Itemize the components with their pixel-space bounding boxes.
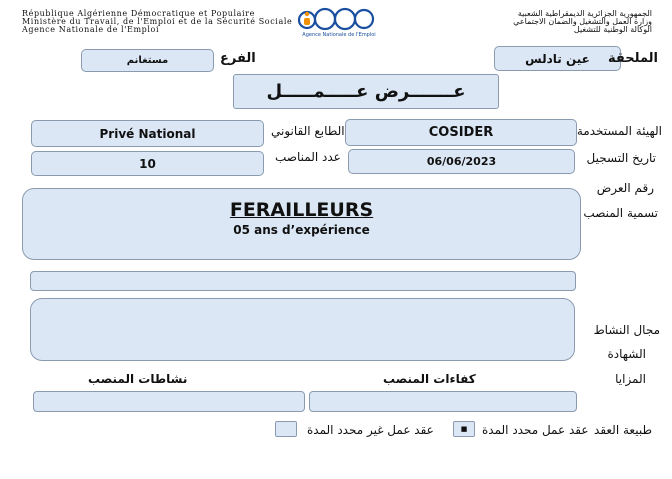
offer-number-label: رقم العرض	[596, 181, 654, 195]
header-ar-line-2: وزارة العمل والتشغيل والضمان الاجتماعي	[513, 17, 652, 26]
logo-caption: Agence Nationale de l'Emploi	[302, 32, 376, 38]
header-fr-line-2: Ministère du Travail, de l'Emploi et de la Sécurité Sociale	[22, 17, 293, 26]
registration-date-value: 06/06/2023	[426, 155, 497, 168]
contract-fixed-term-label: عقد عمل محدد المدة	[482, 423, 589, 437]
registration-date-label: تاريخ التسجيل	[586, 151, 656, 165]
legal-status-field[interactable]	[31, 120, 264, 147]
position-subtitle: 05 ans d’expérience	[233, 223, 370, 237]
checkbox-check-icon: ■	[460, 425, 468, 433]
benefits-label: المزايا	[615, 372, 646, 386]
positions-count-label: عدد المناصب	[275, 150, 341, 164]
offer-title-box	[233, 74, 499, 109]
employer-field[interactable]	[345, 119, 577, 146]
position-name-field[interactable]	[22, 188, 581, 260]
header-fr-line-1: République Algérienne Démocratique et Populaire	[22, 9, 255, 18]
agency-logo	[293, 6, 385, 40]
branch-field[interactable]	[81, 49, 214, 72]
offer-title: عـــــــرض عـــــمـــــل	[266, 81, 466, 102]
annex-label: الملحقة	[608, 51, 658, 66]
contract-indefinite-checkbox[interactable]	[275, 421, 297, 437]
position-extra-field[interactable]	[30, 271, 576, 291]
registration-date-field[interactable]	[348, 149, 575, 174]
header-ar-line-3: الوكالة الوطنية للتشغيل	[573, 25, 652, 34]
employer-value: COSIDER	[428, 125, 494, 140]
competencies-field[interactable]	[309, 391, 577, 412]
field-of-activity-label: مجال النشاط	[593, 323, 660, 337]
positions-count-field[interactable]	[31, 151, 264, 176]
header-ar-line-1: الجمهورية الجزائرية الديمقراطية الشعبية	[517, 9, 652, 18]
legal-status-value: Privé National	[99, 126, 196, 141]
contract-label: طبيعة العقد	[594, 423, 652, 437]
position-title: FERAILLEURS	[229, 199, 374, 221]
position-name-label: تسمية المنصب	[583, 206, 658, 220]
activities-label: نشاطات المنصب	[88, 372, 188, 386]
activities-field[interactable]	[33, 391, 305, 412]
legal-status-label: الطابع القانوني	[271, 124, 345, 138]
competencies-label: كفاءات المنصب	[383, 372, 476, 386]
positions-count-value: 10	[139, 156, 156, 171]
branch-label: الفرع	[220, 51, 256, 66]
activity-details-field[interactable]	[30, 298, 575, 361]
contract-indefinite-label: عقد عمل غير محدد المدة	[307, 423, 434, 437]
annex-value: عين تادلس	[525, 51, 590, 66]
annex-field[interactable]	[494, 46, 621, 71]
agency-logo-icon	[293, 6, 385, 32]
header-fr-line-3: Agence Nationale de l'Emploi	[22, 25, 160, 34]
certificate-label: الشهادة	[607, 347, 646, 361]
contract-fixed-term-checkbox[interactable]	[453, 421, 475, 437]
branch-value: مستغانم	[126, 55, 169, 66]
employer-label: الهيئة المستخدمة	[576, 124, 662, 138]
